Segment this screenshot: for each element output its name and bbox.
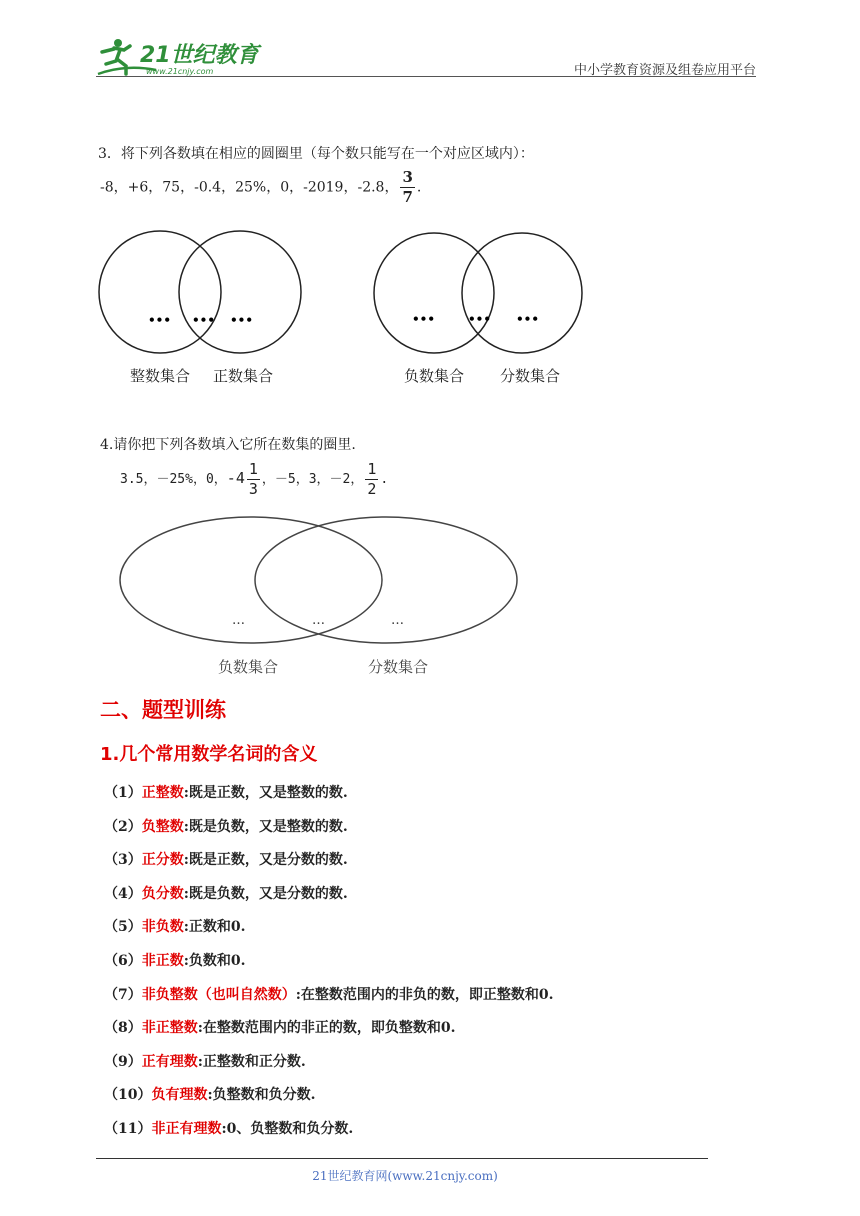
venn1-left-label: 整数集合	[130, 367, 191, 385]
definition-desc: :既是负数，又是分数的数.	[183, 885, 348, 902]
definition-index: （11）	[104, 1121, 152, 1137]
footer-text: 21世纪教育网(www.21cnjy.com)	[312, 1169, 498, 1183]
definition-item	[104, 950, 246, 970]
definition-term: 正分数	[141, 852, 184, 869]
definition-item	[104, 916, 246, 936]
header-platform-text: 中小学教育资源及组卷应用平台	[573, 63, 756, 78]
logo-url: www.21cnjy.com	[146, 67, 214, 76]
definition-index: （8）	[104, 1020, 142, 1037]
header-divider	[96, 76, 756, 77]
definition-index: （4）	[104, 885, 142, 902]
definition-term: 负分数	[141, 885, 184, 902]
footer-divider	[96, 1158, 708, 1159]
q4-venn-left-dots: …	[232, 613, 245, 628]
definition-item	[104, 1084, 316, 1104]
definition-term: 非正有理数	[151, 1121, 222, 1137]
venn2-left-label: 负数集合	[404, 367, 465, 385]
venn1-middle-dots: •••	[192, 313, 216, 327]
q3-frac-den: 7	[402, 188, 413, 206]
venn2-left-dots: •••	[412, 312, 436, 326]
definition-desc: :负数和0.	[183, 953, 246, 969]
definition-item	[104, 883, 348, 903]
definition-term: 正有理数	[141, 1053, 198, 1070]
q4-numbers-b: ，－5，3，－2，	[261, 472, 364, 487]
definition-desc: :0、负整数和负分数.	[221, 1121, 354, 1137]
definition-term: 正整数	[141, 785, 184, 801]
q3-end: .	[416, 179, 422, 196]
q3-venn-diagram-2	[370, 225, 590, 365]
q3-frac-num: 3	[402, 168, 413, 186]
definition-item	[104, 984, 554, 1004]
venn1-right-dots: •••	[230, 313, 254, 327]
q4-venn-diagram	[115, 510, 525, 650]
definition-desc: :在整数范围内的非正的数，即负整数和0.	[197, 1020, 456, 1037]
q3-numbers: -8，+6，75，-0.4，25%，0，-2019，-2.8，	[100, 179, 399, 196]
q4-fraction	[365, 462, 378, 497]
venn2-right-dots: •••	[516, 312, 540, 326]
definition-desc: :既是负数，又是整数的数.	[183, 818, 348, 835]
definition-desc: :正数和0.	[183, 919, 246, 936]
q4-frac-den: 2	[367, 480, 377, 498]
q4-end: .	[380, 472, 389, 487]
section-title: 二、题型训练	[100, 698, 226, 722]
subsection-title: 1.几个常用数学名词的含义	[100, 744, 318, 765]
q3-prompt: 3．将下列各数填在相应的圆圈里（每个数只能写在一个对应区域内）：	[98, 146, 534, 162]
definition-term: 非负数	[141, 919, 184, 936]
q3-venn-diagram-1	[96, 220, 316, 360]
venn2-middle-dots: •••	[468, 312, 492, 326]
definition-term: 负整数	[141, 818, 184, 835]
definition-item	[104, 816, 348, 836]
definition-item	[104, 1118, 353, 1138]
q4-mixed-num: 1	[248, 460, 258, 478]
q4-frac-num: 1	[367, 460, 377, 478]
definition-term: 非正整数	[141, 1020, 198, 1037]
q4-numbers-line	[120, 462, 388, 497]
q4-mixed-den: 3	[248, 480, 258, 498]
venn1-right-label: 正数集合	[213, 367, 274, 385]
q4-mixed-fraction	[247, 462, 260, 497]
logo-text: 21世纪教育	[140, 43, 259, 68]
definition-index: （6）	[104, 953, 142, 969]
q4-numbers-a: 3.5，－25%，0，	[120, 472, 227, 487]
definition-item	[104, 782, 348, 802]
q3-numbers-line	[100, 170, 421, 205]
definition-index: （10）	[104, 1087, 152, 1104]
definition-term: 负有理数	[151, 1087, 208, 1104]
definition-desc: :既是正数，又是分数的数.	[183, 852, 348, 869]
definition-item	[104, 1017, 456, 1037]
site-logo	[96, 34, 266, 80]
q4-venn-left-label: 负数集合	[218, 658, 279, 676]
definition-desc: :负整数和负分数.	[207, 1087, 316, 1104]
definition-desc: :既是正数，又是整数的数.	[183, 785, 348, 801]
venn2-right-label: 分数集合	[500, 367, 561, 385]
definition-desc: :正整数和正分数.	[197, 1053, 306, 1070]
q4-venn-middle-dots: …	[312, 613, 325, 628]
definition-term: 非负整数（也叫自然数）	[141, 986, 296, 1003]
definition-index: （7）	[104, 986, 142, 1003]
definition-index: （2）	[104, 818, 142, 835]
definition-desc: :在整数范围内的非负的数，即正整数和0.	[295, 986, 554, 1003]
q3-fraction	[400, 170, 414, 205]
q4-prompt: 4.请你把下列各数填入它所在数集的圈里.	[100, 437, 356, 453]
venn1-left-dots: •••	[148, 313, 172, 327]
definition-index: （5）	[104, 919, 142, 936]
q4-venn-right-label: 分数集合	[368, 658, 429, 676]
definition-index: （3）	[104, 852, 142, 869]
definition-term: 非正数	[141, 953, 184, 969]
definition-item	[104, 849, 348, 869]
q4-mixed-whole: -4	[226, 469, 245, 487]
q4-venn-right-dots: …	[391, 613, 404, 628]
definition-item	[104, 1051, 306, 1071]
definition-index: （9）	[104, 1053, 142, 1070]
definition-index: （1）	[104, 785, 142, 801]
